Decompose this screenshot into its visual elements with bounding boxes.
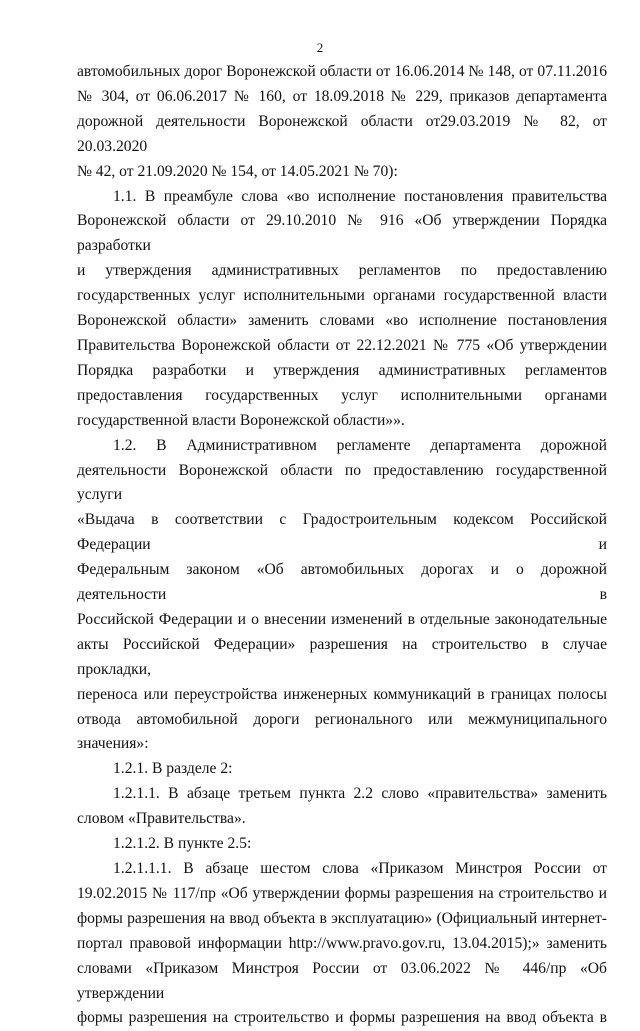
text-line: предоставления государственных услуг исполнительными органами <box>77 386 607 404</box>
text-line: переноса или переустройства инженерных коммуникаций в границах полосы <box>77 685 607 703</box>
document-text <box>77 60 607 1031</box>
text-line: 1.1. В преамбуле слова «во исполнение постановления правительства <box>113 187 607 205</box>
text-line: государственных услуг исполнительными органами государственной власти <box>77 287 607 305</box>
page-number: 2 <box>316 40 324 55</box>
text-line: № 42, от 21.09.2020 № 154, от 14.05.2021 № 70): <box>77 162 398 180</box>
paragraph-1-1 <box>77 185 607 434</box>
paragraph-1-2-1 <box>77 757 607 782</box>
paragraph-continuation <box>77 60 607 185</box>
text-line: 1.2.1.1.1. В абзаце шестом слова «Приказом Минстроя России от <box>113 860 607 877</box>
text-line: 1.2.1. В разделе 2: <box>113 760 233 778</box>
text-line: 1.2. В Административном регламенте департамента дорожной <box>113 436 607 454</box>
text-line: дорожной деятельности Воронежской области от29.03.2019 № 82, от 20.03.2020 <box>77 112 607 155</box>
text-line: портал правовой информации http://www.pravo.gov.ru, 13.04.2015);» заменить <box>77 934 607 952</box>
text-line: Правительства Воронежской области от 22.12.2021 № 775 «Об утверждении <box>77 336 607 354</box>
text-line: Порядка разработки и утверждения административных регламентов <box>77 361 607 379</box>
text-line: Федеральным законом «Об автомобильных дорогах и о дорожной деятельности в <box>77 561 607 604</box>
paragraph-1-2-1-1 <box>77 782 607 832</box>
paragraph-1-2-1-2 <box>77 832 607 857</box>
text-line: формы разрешения на ввод объекта в эксплуатацию» (Официальный интернет- <box>77 909 607 927</box>
text-line: 19.02.2015 № 117/пр «Об утверждении формы разрешения на строительство и <box>77 884 607 902</box>
text-line: словами «Приказом Минстроя России от 03.06.2022 № 446/пр «Об утверждении <box>77 959 607 1002</box>
text-line: словом «Правительства». <box>77 810 246 828</box>
text-line: автомобильных дорог Воронежской области от 16.06.2014 № 148, от 07.11.2016 <box>77 63 607 80</box>
text-line: Воронежской области от 29.10.2010 № 916 «Об утверждении Порядка разработки <box>77 212 607 255</box>
text-line: 1.2.1.2. В пункте 2.5: <box>113 835 252 853</box>
paragraph-1-2-1-1-1 <box>77 857 607 1031</box>
text-line: формы разрешения на строительство и формы разрешения на ввод объекта в <box>77 1009 607 1027</box>
text-line: Российской Федерации и о внесении изменений в отдельные законодательные <box>77 610 607 628</box>
text-line: деятельности Воронежской области по предоставлению государственной услуги <box>77 461 607 504</box>
text-line: акты Российской Федерации» разрешения на строительство в случае прокладки, <box>77 635 607 678</box>
text-line: отвода автомобильной дороги регионального или межмуниципального значения»: <box>77 710 607 753</box>
text-line: Воронежской области» заменить словами «во исполнение постановления <box>77 312 607 330</box>
text-line: № 304, от 06.06.2017 № 160, от 18.09.2018 № 229, приказов департамента <box>77 87 607 105</box>
text-line: «Выдача в соответствии с Градостроительным кодексом Российской Федерации и <box>77 511 607 554</box>
text-line: и утверждения административных регламентов по предоставлению <box>77 262 607 280</box>
paragraph-1-2 <box>77 434 607 758</box>
text-line: 1.2.1.1. В абзаце третьем пункта 2.2 слово «правительства» заменить <box>113 785 607 803</box>
text-line: государственной власти Воронежской области»». <box>77 411 405 429</box>
